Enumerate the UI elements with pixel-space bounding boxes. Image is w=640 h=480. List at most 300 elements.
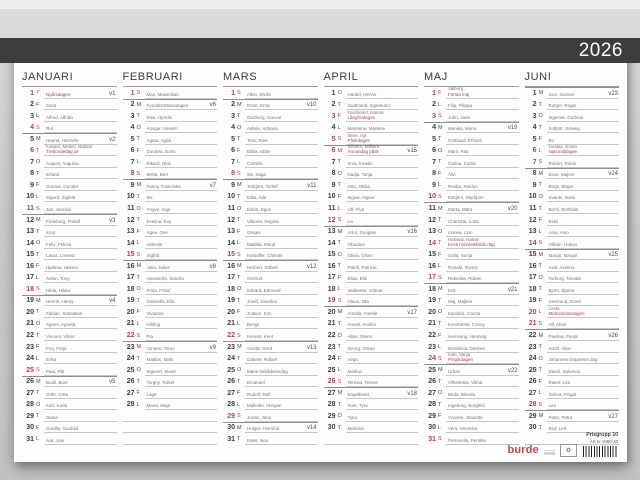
nameday-names: [44, 346, 117, 353]
day-number: 22: [428, 332, 436, 340]
weekday-letter: T: [237, 274, 241, 281]
day-row: [424, 145, 519, 157]
nameday-names: [44, 144, 117, 156]
nameday-names: [446, 380, 519, 387]
day-number: 2: [432, 101, 436, 109]
day-row: [525, 202, 620, 214]
nameday-names: [346, 288, 419, 295]
day-row: [123, 329, 218, 341]
day-row: [123, 87, 218, 99]
nameday-names: [547, 230, 620, 237]
nameday-text: Pia: [146, 334, 154, 339]
week-number: v9: [209, 344, 216, 351]
day-number: 10: [428, 193, 436, 201]
day-row: [123, 318, 218, 330]
weekday-letter: O: [36, 159, 41, 166]
nameday-text: Valentin: [146, 241, 163, 247]
nameday-names: [446, 403, 519, 410]
weekday-letter: T: [136, 355, 140, 362]
nameday-names: [547, 306, 620, 318]
month-title: MARS: [223, 67, 318, 87]
nameday-names: [145, 403, 218, 410]
nameday-names: [446, 219, 519, 226]
day-number: 23: [528, 343, 537, 351]
weekday-letter: T: [337, 182, 341, 189]
nameday-text: Artur, Douglas: [347, 230, 377, 236]
nameday-text: Halvard, Halvar: [448, 236, 480, 242]
month-column: [123, 67, 218, 462]
nameday-names: [245, 138, 318, 145]
nameday-text: Åke: [448, 172, 456, 178]
nameday-text: Svea: [46, 103, 57, 109]
weekday-letter: O: [438, 390, 443, 397]
weekday-letter: T: [237, 297, 241, 304]
day-number: 24: [126, 355, 135, 363]
nameday-text: Bengt: [247, 322, 259, 328]
day-row: [424, 399, 519, 411]
nameday-names: [446, 115, 519, 122]
day-number: 16: [26, 262, 34, 270]
day-number: 25: [327, 366, 336, 374]
nameday-names: [44, 403, 117, 410]
day-number: 9: [231, 181, 235, 189]
day-row: [22, 295, 117, 307]
nameday-names: [145, 219, 218, 226]
week-number: v26: [608, 333, 618, 340]
day-number: 29: [227, 412, 235, 420]
day-number: 24: [227, 355, 235, 363]
day-row: [123, 191, 218, 203]
weekday-letter: O: [36, 240, 41, 247]
day-number: 3: [532, 112, 537, 120]
nameday-text: Disa, Hjördis: [146, 114, 173, 120]
weekday-letter: M: [538, 251, 544, 258]
nameday-names: [346, 403, 419, 410]
day-row: [223, 410, 318, 422]
day-row: [123, 376, 218, 388]
empty-row: [123, 433, 218, 445]
weekday-letter: L: [538, 390, 542, 397]
day-row: [525, 353, 620, 365]
weekday-letter: T: [538, 101, 542, 108]
empty-row: [324, 433, 419, 445]
day-number: 24: [528, 355, 537, 363]
day-number: 21: [327, 320, 336, 328]
nameday-text: Vilhelm, William: [347, 144, 380, 150]
nameday-names: [547, 357, 620, 364]
week-number: v5: [109, 379, 116, 386]
nameday-text: Marit, Rita: [448, 149, 469, 155]
weekday-letter: T: [337, 263, 341, 270]
day-row: [223, 295, 318, 307]
day-number: 4: [432, 124, 436, 132]
nameday-names: [145, 357, 218, 364]
weekday-letter: O: [136, 124, 141, 131]
nameday-names: [446, 161, 519, 168]
weekday-letter: M: [438, 367, 443, 374]
weekday-letter: T: [538, 344, 542, 351]
day-row: [123, 110, 218, 122]
weekday-letter: F: [538, 217, 542, 224]
day-number: 20: [327, 308, 336, 316]
weekday-letter: F: [337, 113, 341, 120]
day-row: [324, 168, 419, 180]
nameday-text: Adrian, Adriana: [247, 126, 278, 132]
day-row: [424, 179, 519, 191]
weekday-letter: L: [36, 436, 40, 443]
nameday-names: [145, 380, 218, 387]
nameday-text: Ingeborg, Borghild: [448, 403, 485, 409]
weekday-letter: T: [438, 136, 442, 143]
day-number: 14: [528, 239, 537, 247]
nameday-names: [245, 172, 318, 179]
nameday-names: [346, 161, 419, 168]
nameday-text: Filip, Filippa: [448, 103, 473, 109]
nameday-text: Reidar, Reidun: [448, 183, 478, 189]
nameday-text: Hilda, Hildur: [46, 287, 71, 293]
nameday-names: [446, 299, 519, 306]
weekday-letter: T: [237, 113, 241, 120]
day-row: [525, 226, 620, 238]
weekday-letter: M: [337, 147, 343, 154]
nameday-text: Beda, Blenda: [448, 391, 476, 397]
nameday-names: [346, 322, 419, 329]
weekday-letter: S: [36, 286, 40, 293]
nameday-names: [245, 242, 318, 249]
day-row: [223, 422, 318, 434]
nameday-text: Ingemar, Gudmar: [548, 114, 584, 120]
weekday-letter: S: [36, 124, 40, 131]
nameday-names: [346, 369, 419, 376]
day-row: [123, 168, 218, 180]
holiday-label: Nationaldagen: [548, 149, 578, 155]
day-row: [424, 156, 519, 168]
nameday-text: Olivia, Oliver: [347, 253, 374, 259]
week-number: v8: [209, 263, 216, 270]
day-row: [525, 306, 620, 318]
weekday-letter: S: [337, 217, 342, 224]
day-number: 1: [130, 89, 135, 97]
day-row: [223, 122, 318, 134]
weekday-letter: T: [136, 193, 140, 200]
day-row: [22, 410, 117, 422]
day-number: 27: [26, 389, 34, 397]
weekday-letter: L: [337, 286, 341, 293]
nameday-names: [446, 172, 519, 179]
day-row: [22, 168, 117, 180]
day-row: [123, 99, 218, 111]
nameday-names: [44, 184, 117, 191]
day-row: [223, 283, 318, 295]
day-row: [22, 214, 117, 226]
day-row: [424, 341, 519, 353]
weekday-letter: L: [538, 147, 542, 154]
day-row: [424, 376, 519, 388]
nameday-names: [446, 149, 519, 156]
week-number: v16: [407, 229, 417, 236]
day-row: [123, 341, 218, 353]
nameday-names: [346, 253, 419, 260]
day-row: [223, 191, 318, 203]
day-row: [424, 387, 519, 399]
weekday-letter: L: [136, 240, 140, 247]
day-number: 8: [130, 170, 135, 178]
nameday-text: Jonas, Jens: [247, 414, 272, 420]
weekday-letter: O: [237, 367, 242, 374]
holiday-label: Midsommardagen: [548, 310, 585, 316]
day-row: [324, 341, 419, 353]
day-number: 26: [528, 378, 537, 386]
nameday-names: [346, 110, 419, 122]
day-number: 17: [26, 274, 34, 282]
empty-row: [123, 422, 218, 434]
day-row: [123, 306, 218, 318]
day-row: [223, 387, 318, 399]
nameday-text: Ingvar, Ingvor: [347, 195, 375, 201]
day-row: [324, 237, 419, 249]
weekday-letter: T: [337, 159, 341, 166]
nameday-text: Amalia, Amelie: [347, 310, 378, 316]
weekday-letter: T: [538, 424, 542, 431]
day-row: [223, 306, 318, 318]
nameday-names: [547, 322, 620, 329]
nameday-text: Greger: [247, 230, 262, 236]
nameday-text: Marie bebådelsedag: [247, 368, 288, 374]
nameday-names: [145, 138, 218, 145]
weekday-letter: T: [438, 401, 442, 408]
day-number: 19: [227, 297, 235, 305]
day-row: [525, 191, 620, 203]
weekday-letter: M: [538, 332, 544, 339]
day-row: [525, 133, 620, 145]
nameday-names: [346, 184, 419, 191]
nameday-text: Rikard, Dick: [146, 160, 171, 166]
nameday-names: [245, 380, 318, 387]
nameday-text: Erland: [46, 172, 60, 178]
nameday-text: Iris: [146, 195, 153, 201]
weekday-letter: M: [237, 263, 242, 270]
nameday-names: [346, 357, 419, 364]
day-row: [123, 179, 218, 191]
weekday-letter: O: [538, 274, 543, 281]
day-number: 2: [30, 101, 34, 109]
holiday-label: Första maj: [448, 91, 470, 97]
day-row: [123, 295, 218, 307]
day-number: 28: [126, 401, 135, 409]
day-row: [525, 249, 620, 261]
nameday-text: Gerda, Gerd: [247, 345, 273, 351]
day-row: [223, 156, 318, 168]
nameday-names: [245, 322, 318, 329]
day-row: [324, 260, 419, 272]
eco-label-icon: ♻: [560, 444, 577, 457]
nameday-names: [547, 346, 620, 353]
day-number: 9: [432, 181, 436, 189]
nameday-names: [245, 334, 318, 341]
day-row: [424, 133, 519, 145]
day-number: 17: [227, 274, 235, 282]
day-row: [123, 237, 218, 249]
weekday-letter: F: [136, 228, 140, 235]
day-number: 21: [26, 320, 34, 328]
day-row: [525, 179, 620, 191]
holiday-label: Pingstdagen: [448, 357, 474, 363]
day-number: 17: [428, 274, 436, 282]
day-number: 27: [126, 389, 135, 397]
weekday-letter: M: [36, 217, 41, 224]
article-number-label: Art.nr 1060-10: [589, 438, 618, 444]
day-number: 13: [327, 228, 336, 236]
day-row: [324, 110, 419, 122]
weekday-letter: S: [237, 413, 241, 420]
day-row: [525, 214, 620, 226]
weekday-letter: O: [337, 413, 342, 420]
day-number: 18: [26, 285, 34, 293]
day-number: 30: [227, 424, 235, 432]
nameday-text: Hilding: [146, 322, 161, 328]
weekday-letter: T: [136, 217, 140, 224]
nameday-text: Liv: [347, 218, 354, 224]
weekday-letter: T: [237, 355, 241, 362]
weekday-letter: M: [136, 344, 142, 351]
nameday-text: Albin, Elvira: [247, 91, 271, 97]
nameday-text: Desideria, Desirée: [448, 345, 486, 351]
weekday-letter: O: [136, 205, 141, 212]
nameday-text: Bodil, Boel: [46, 380, 68, 386]
day-number: 9: [532, 181, 537, 189]
weekday-letter: F: [438, 332, 442, 339]
nameday-text: Vega: [347, 357, 358, 363]
weekday-letter: T: [136, 378, 140, 385]
calendar-sheet: [14, 44, 627, 462]
day-number: 21: [528, 320, 537, 328]
nameday-text: Julia, Julius: [146, 264, 170, 270]
nameday-text: Torbjörn, Torleif: [247, 183, 278, 189]
week-number: v25: [608, 252, 618, 259]
nameday-names: [145, 276, 218, 283]
nameday-text: Rut: [46, 126, 54, 132]
nameday-names: [245, 403, 318, 410]
day-row: [324, 295, 419, 307]
day-row: [525, 376, 620, 388]
day-number: 11: [26, 205, 34, 213]
day-number: 14: [126, 239, 135, 247]
nameday-names: [145, 265, 218, 272]
day-row: [324, 214, 419, 226]
day-number: 16: [528, 262, 537, 270]
month-title: MAJ: [424, 67, 519, 87]
day-number: 24: [26, 355, 34, 363]
weekday-letter: F: [438, 251, 442, 258]
nameday-text: Vincent, Viktor: [46, 334, 75, 339]
nameday-text: Gunnar, Gunder: [46, 183, 79, 189]
day-row: [424, 214, 519, 226]
nameday-text: Patrik, Patricia: [347, 264, 377, 270]
nameday-text: Bo: [548, 137, 555, 143]
day-number: 29: [428, 412, 436, 420]
nameday-names: [145, 322, 218, 329]
nameday-text: Urban: [448, 368, 461, 374]
nameday-names: [346, 265, 419, 272]
week-number: v13: [306, 344, 317, 351]
nameday-text: Agne, Ove: [146, 230, 168, 236]
weekday-letter: T: [237, 436, 241, 443]
day-number: 20: [528, 308, 537, 316]
day-number: 19: [528, 297, 537, 305]
weekday-letter: F: [438, 413, 442, 420]
day-row: [123, 214, 218, 226]
day-number: 6: [231, 147, 235, 155]
day-row: [424, 295, 519, 307]
nameday-text: Håkan, Hakon: [548, 241, 578, 247]
day-number: 4: [130, 124, 135, 132]
day-number: 9: [130, 181, 135, 189]
day-number: 5: [331, 135, 336, 143]
nameday-names: [44, 357, 117, 364]
day-number: 18: [428, 285, 436, 293]
weekday-letter: O: [538, 113, 543, 120]
day-row: [22, 329, 117, 341]
nameday-text: Josef, Josefina: [247, 299, 278, 305]
nameday-names: [44, 392, 117, 399]
day-row: [223, 133, 318, 145]
day-number: 14: [26, 239, 34, 247]
day-row: [324, 272, 419, 284]
day-row: [22, 145, 117, 157]
day-row: [123, 399, 218, 411]
weekday-letter: S: [538, 320, 543, 327]
nameday-text: Camilla: [247, 160, 263, 166]
nameday-text: Gotthard, Erhard: [448, 137, 482, 143]
weekday-letter: L: [438, 424, 442, 431]
nameday-names: [44, 126, 117, 133]
price-group-label: Prisgrupp 10: [586, 432, 618, 439]
day-row: [324, 122, 419, 134]
day-number: 15: [126, 251, 135, 259]
nameday-text: Vera, Veronika: [448, 426, 478, 432]
nameday-text: Robert, Robin: [548, 160, 577, 166]
weekday-letter: T: [438, 297, 442, 304]
nameday-names: [44, 311, 117, 318]
day-number: 17: [126, 274, 135, 282]
nameday-text: Emanuel: [247, 380, 265, 386]
nameday-names: [245, 92, 318, 99]
nameday-names: [446, 392, 519, 399]
day-row: [424, 191, 519, 203]
day-row: [223, 364, 318, 376]
weekday-letter: T: [36, 228, 40, 235]
weekday-letter: O: [36, 401, 41, 408]
weekday-letter: S: [438, 113, 442, 120]
nameday-names: [145, 311, 218, 318]
weekday-letter: F: [36, 344, 40, 351]
weekday-letter: M: [438, 205, 443, 212]
weekday-letter: L: [136, 401, 140, 408]
nameday-text: Johannes Döparens dag: [548, 357, 598, 363]
day-row: [424, 260, 519, 272]
day-row: [525, 318, 620, 330]
nameday-names: [446, 276, 519, 283]
day-row: [525, 410, 620, 422]
weekday-letter: M: [136, 101, 142, 108]
nameday-text: Petronella, Pernilla: [448, 437, 486, 443]
day-number: 18: [528, 285, 537, 293]
nameday-text: Mariana: [347, 426, 364, 432]
weekday-letter: T: [36, 390, 40, 397]
nameday-text: Hjalmar, Helmer: [46, 264, 79, 270]
month-title: JANUARI: [22, 67, 117, 87]
weekday-letter: L: [538, 309, 542, 316]
